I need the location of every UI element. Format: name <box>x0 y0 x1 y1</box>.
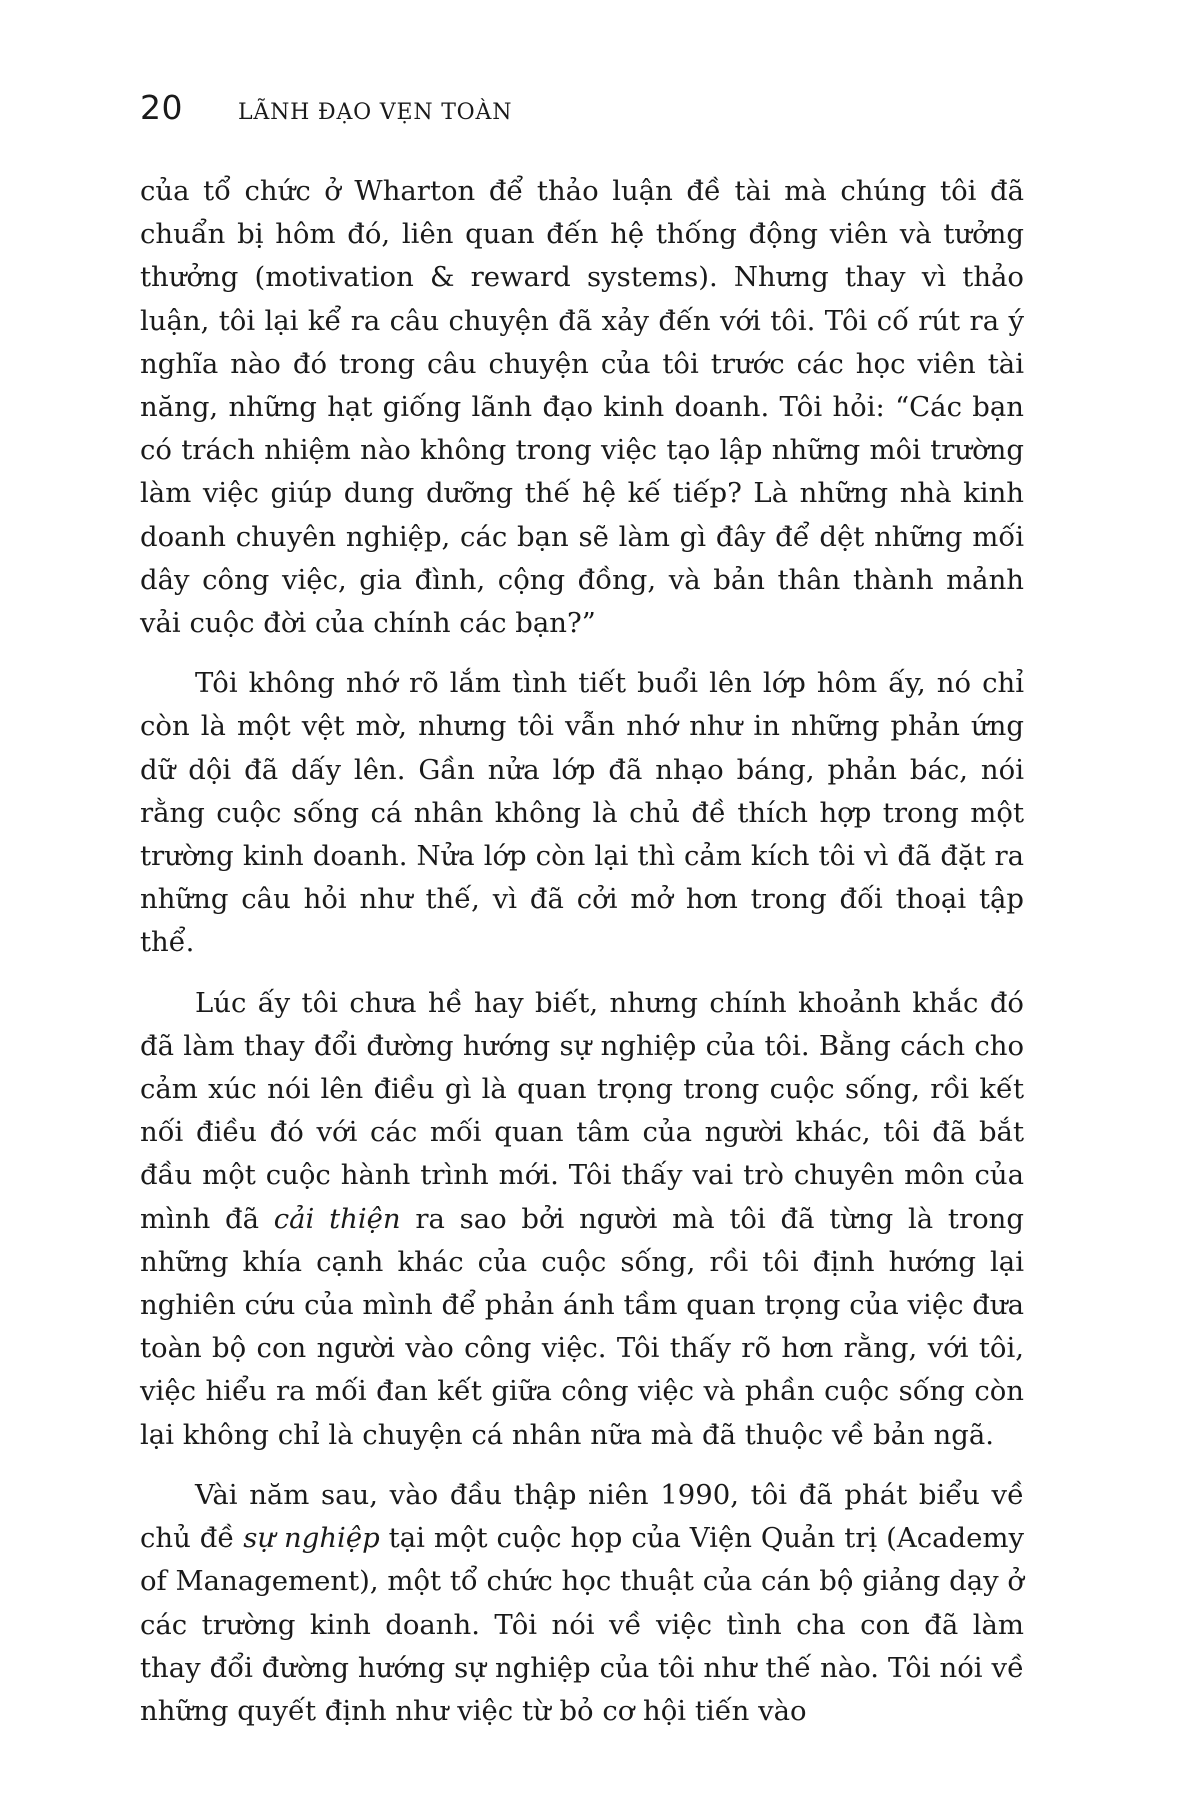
paragraph-4 <box>140 1474 1024 1733</box>
paragraph-3-emphasis: cải thiện <box>273 1202 401 1235</box>
running-title: LÃNH ĐẠO VẸN TOÀN <box>238 100 513 125</box>
paragraph-1: của tổ chức ở Wharton để thảo luận đề tài mà chúng tôi đã chuẩn bị hôm đó, liên quan đến hệ thống động viên và tưởng thưởng (motivation & reward systems). Nhưng thay vì thảo luận, tôi lại kể ra câu chuyện đã xảy đến với tôi. Tôi cố rút ra ý nghĩa nào đó trong câu chuyện của tôi trước các học viên tài năng, những hạt giống lãnh đạo kinh doanh. Tôi hỏi: “Các bạn có trách nhiệm nào không trong việc tạo lập những môi trường làm việc giúp dung dưỡng thế hệ kế tiếp? Là những nhà kinh doanh chuyên nghiệp, các bạn sẽ làm gì đây để dệt những mối dây công việc, gia đình, cộng đồng, và bản thân thành mảnh vải cuộc đời của chính các bạn?” <box>140 175 1024 640</box>
body-text <box>140 170 1024 1750</box>
paragraph-4-text-b: tại một cuộc họp của Viện Quản trị (Academy of Management), một tổ chức học thuật của cán bộ giảng dạy ở các trường kinh doanh. Tôi nói về việc tình cha con đã làm thay đổi đường hướng sự nghiệp của tôi như thế nào. Tôi nói về những quyết định như việc từ bỏ cơ hội tiến vào <box>140 1522 1025 1727</box>
paragraph-4-text-a: Vài năm sau, vào đầu thập niên 1990, tôi đã phát biểu về chủ đề <box>140 1478 1024 1555</box>
paragraph-3-text-a: Lúc ấy tôi chưa hề hay biết, nhưng chính khoảnh khắc đó đã làm thay đổi đường hướng sự nghiệp của tôi. Bằng cách cho cảm xúc nói lên điều gì là quan trọng trong cuộc sống, rồi kết nối điều đó với các mối quan tâm của người khác, tôi đã bắt đầu một cuộc hành trình mới. Tôi thấy vai trò chuyên môn của mình đã <box>140 986 1024 1235</box>
paragraph-4-emphasis: sự nghiệp <box>243 1522 380 1555</box>
paragraph-3-text-b: ra sao bởi người mà tôi đã từng là trong những khía cạnh khác của cuộc sống, rồi tôi định hướng lại nghiên cứu của mình để phản ánh tầm quan trọng của việc đưa toàn bộ con người vào công việc. Tôi thấy rõ hơn rằng, với tôi, việc hiểu ra mối đan kết giữa công việc và phần cuộc sống còn lại không chỉ là chuyện cá nhân nữa mà đã thuộc về bản ngã. <box>140 1202 1024 1451</box>
paragraph-2: Tôi không nhớ rõ lắm tình tiết buổi lên lớp hôm ấy, nó chỉ còn là một vệt mờ, nhưng tôi vẫn nhớ như in những phản ứng dữ dội đã dấy lên. Gần nửa lớp đã nhạo báng, phản bác, nói rằng cuộc sống cá nhân không là chủ đề thích hợp trong một trường kinh doanh. Nửa lớp còn lại thì cảm kích tôi vì đã đặt ra những câu hỏi như thế, vì đã cởi mở hơn trong đối thoại tập thể. <box>140 667 1024 959</box>
paragraph-3 <box>140 982 1024 1457</box>
page-number: 20 <box>140 88 183 127</box>
page-header <box>140 88 512 128</box>
